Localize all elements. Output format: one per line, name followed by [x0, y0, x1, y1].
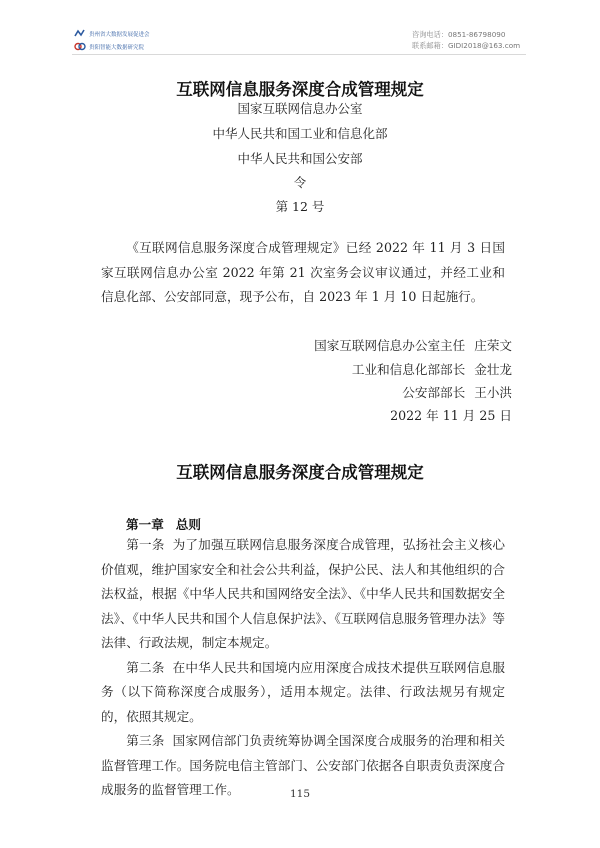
page-header	[0, 0, 600, 60]
phone-number: 0851-86798090	[447, 30, 506, 39]
article-label: 第一条	[126, 537, 165, 552]
notice-title: 互联网信息服务深度合成管理规定	[176, 80, 424, 99]
chapter-heading	[126, 514, 201, 533]
association-logo-icon	[74, 29, 86, 38]
article-2	[101, 656, 505, 730]
signatory-title: 公安部部长	[402, 385, 466, 400]
email-label: 联系邮箱：	[412, 41, 448, 50]
signatory-name: 庄荣文	[474, 338, 512, 353]
signatory-3	[393, 382, 512, 401]
article-label: 第三条	[126, 733, 165, 748]
email-address: GIDI2018@163.com	[447, 41, 521, 50]
logo-line-2: 贵阳智能大数据研究院	[89, 44, 145, 51]
regulation-articles	[101, 533, 505, 803]
article-text: 国家网信部门负责统筹协调全国深度合成服务的治理和相关监督管理工作。国务院电信主管部门、公安部门依据各自职责负责深度合成服务的监督管理工作。	[101, 733, 506, 797]
contact-info	[412, 29, 520, 51]
issuer-1: 国家互联网信息办公室	[237, 101, 363, 116]
header-divider	[72, 54, 526, 55]
institute-logo-icon	[74, 42, 86, 51]
signatory-name: 金壮龙	[474, 362, 512, 377]
regulation-title: 互联网信息服务深度合成管理规定	[176, 463, 424, 482]
article-1	[101, 533, 505, 656]
signatory-title: 工业和信息化部部长	[351, 362, 466, 377]
signatory-title: 国家互联网信息办公室主任	[314, 338, 466, 353]
issuer-3: 中华人民共和国公安部	[237, 151, 363, 166]
issuer-2: 中华人民共和国工业和信息化部	[212, 126, 388, 141]
signatory-2	[343, 359, 512, 378]
logo-line-1: 贵州省大数据发展促进会	[89, 31, 150, 38]
phone-label: 咨询电话：	[412, 30, 448, 39]
article-label: 第二条	[126, 659, 165, 675]
organization-logo	[74, 28, 184, 54]
order-number: 第 12 号	[275, 199, 325, 214]
chapter-number: 第一章	[126, 517, 164, 532]
sign-date: 2022 年 11 月 25 日	[390, 408, 512, 423]
notice-body-text: 《互联网信息服务深度合成管理规定》已经 2022 年 11 月 3 日国家互联网信息办公室 2022 年第 21 次室务会议审议通过，并经工业和信息化部、公安部同意，现予公布，自 2023 年 1 月 10 日起施行。	[101, 240, 505, 304]
signatory-name: 王小洪	[474, 385, 512, 400]
order-word: 令	[293, 175, 307, 190]
article-text: 为了加强互联网信息服务深度合成管理，弘扬社会主义核心价值观，维护国家安全和社会公共利益，保护公民、法人和其他组织的合法权益，根据《中华人民共和国网络安全法》、《中华人民共和国数据安全法》、《中华人民共和国个人信息保护法》、《互联网信息服务管理办法》等法律、行政法规，制定本规定。	[101, 537, 506, 650]
article-text: 在中华人民共和国境内应用深度合成技术提供互联网信息服务（以下简称深度合成服务），适用本规定。法律、行政法规另有规定的，依照其规定。	[101, 659, 506, 724]
page-number: 115	[289, 788, 311, 800]
notice-body	[101, 236, 505, 310]
chapter-title: 总则	[175, 517, 201, 532]
signatory-1	[305, 335, 512, 354]
